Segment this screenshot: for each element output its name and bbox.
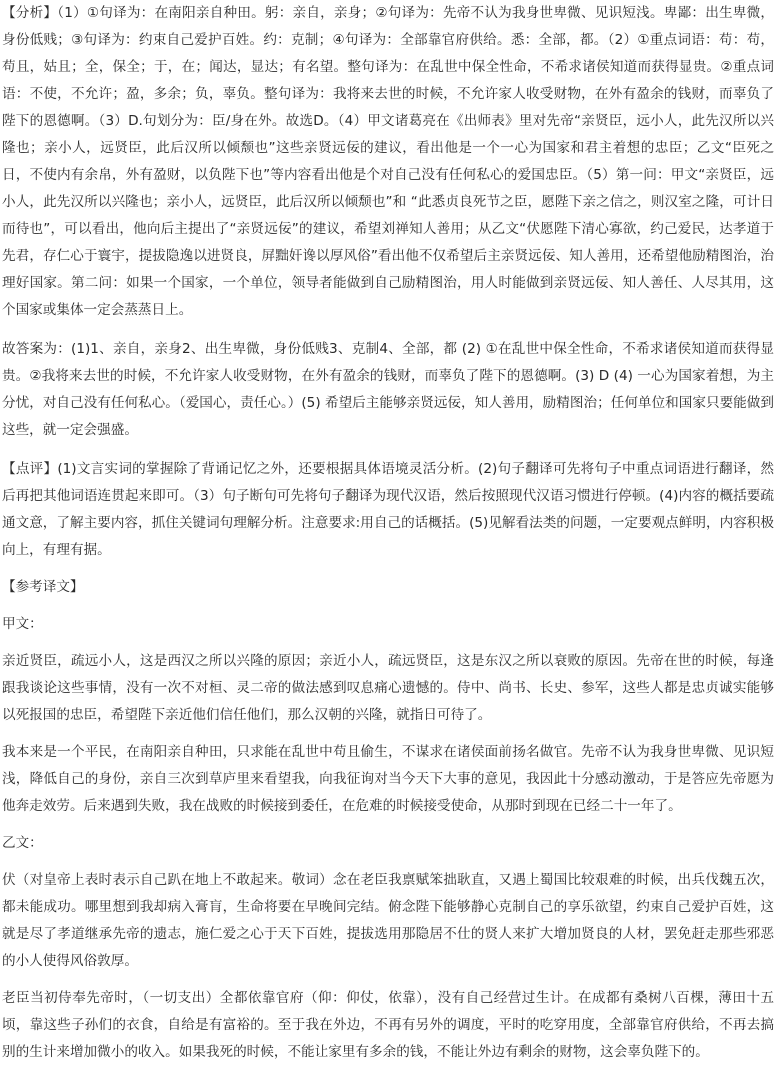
translation-heading: 【参考译文】 (2, 579, 84, 595)
spacer (2, 601, 774, 611)
passage-jia-label: 甲文： (2, 616, 43, 632)
spacer (2, 729, 774, 739)
passage-yi-label: 乙文： (2, 835, 43, 851)
spacer (2, 324, 774, 336)
spacer (2, 857, 774, 867)
passage-jia-paragraph-2: 我本来是一个平民，在南阳亲自种田，只求能在乱世中苟且偷生，不谋求在诸侯面前扬名做官。先帝不认为我身世卑微、见识短浅，降低自己的身份，亲自三次到草庐里来看望我，向我征询对当今天下大事的意见，我因此十分感动激动，于是答应先帝愿为他奔走效劳。后来遇到失败，我在战败的时候接到委任，在危难的时候接受使命，从那时到现在已经二十一年了。 (2, 744, 774, 814)
passage-jia-paragraph-1: 亲近贤臣，疏远小人，这是西汉之所以兴隆的原因；亲近小人，疏远贤臣，这是东汉之所以衰败的原因。先帝在世的时候，每逢跟我谈论这些事情，没有一次不对桓、灵二帝的做法感到叹息痛心遗憾的。侍中、尚书、长史、参军，这些人都是忠贞诚实能够以死报国的忠臣，希望陛下亲近他们信任他们，那么汉朝的兴隆，就指日可待了。 (2, 653, 774, 723)
spacer (2, 564, 774, 574)
document-content (2, 0, 774, 1066)
spacer (2, 638, 774, 648)
spacer (2, 975, 774, 985)
spacer (2, 820, 774, 830)
spacer (2, 444, 774, 456)
answer-paragraph: 故答案为：(1)1、亲自，亲身2、出生卑微，身份低贱3、克制4、全部，都 (2) ①在乱世中保全性命，不希求诸侯知道而获得显贵。②我将来去世的时候，不允许家人收受财物，在外有盈余的钱财，而辜负了陛下的恩德啊。(3) D (4) 一心为国家着想，为主分忧，对自己没有任何私心。（爱国心，责任心。）(5) 希望后主能够亲贤远佞，知人善用，励精图治；任何单位和国家只要能做到这些，就一定会强盛。 (2, 341, 774, 438)
comment-paragraph: 【点评】(1)文言实词的掌握除了背诵记忆之外，还要根据具体语境灵活分析。(2)句子翻译可先将句子中重点词语进行翻译，然后再把其他词语连贯起来即可。（3）句子断句可先将句子翻译为现代汉语，然后按照现代汉语习惯进行停顿。(4)内容的概括要疏通文意，了解主要内容，抓住关键词句理解分析。注意要求:用自己的话概括。(5)见解看法类的问题，一定要观点鲜明，内容积极向上，有理有据。 (2, 461, 774, 558)
passage-yi-paragraph-2: 老臣当初侍奉先帝时，（一切支出）全都依靠官府（仰：仰仗，依靠），没有自己经营过生计。在成都有桑树八百棵，薄田十五顷，靠这些子孙们的衣食，自给是有富裕的。至于我在外边，不再有另外的调度，平时的吃穿用度，全部靠官府供给，不再去搞别的生计来增加微小的收入。如果我死的时候，不能让家里有多余的钱，不能让外边有剩余的财物，这会辜负陛下的。 (2, 990, 774, 1060)
analysis-paragraph: 【分析】（1）①句译为：在南阳亲自种田。躬：亲自，亲身；②句译为：先帝不认为我身世卑微、见识短浅。卑鄙：出生卑微，身份低贱；③句译为：约束自己爱护百姓。约：克制；④句译为：全部靠官府供给。悉：全部，都。（2）①重点词语：苟：苟，苟且，姑且；全，保全；于，在；闻达，显达；有名望。整句译为：在乱世中保全性命，不希求诸侯知道而获得显贵。②重点词语：不使，不允许；盈，多余；负，辜负。整句译为：我将来去世的时候，不允许家人收受财物，在外有盈余的钱财，而辜负了陛下的恩德啊。（3）D.句划分为：臣/身在外。故选D。（4）甲文诸葛亮在《出师表》里对先帝“亲贤臣，远小人，此先汉所以兴隆也；亲小人，远贤臣，此后汉所以倾颓也”这些亲贤远佞的建议，看出他是一个一心为国家和君主着想的忠臣；乙文“臣死之日，不使内有余帛，外有盈财，以负陛下也”等内容看出他是个对自己没有任何私心的爱国忠臣。（5）第一问：甲文“亲贤臣，远小人，此先汉所以兴隆也；亲小人，远贤臣，此后汉所以倾颓也”和 “此悉贞良死节之臣，愿陛下亲之信之，则汉室之隆，可计日而待也”，可以看出，他向后主提出了“亲贤远佞”的建议，希望刘禅知人善用；从乙文“伏愿陛下清心寡欲，约己爱民，达孝道于先君，存仁心于寰宇，提拔隐逸以进贤良，屏黜奸谗以厚风俗”看出他不仅希望后主亲贤远佞、知人善用，还希望他励精图治，治理好国家。第二问：如果一个国家，一个单位，领导者能做到自己励精图治，用人时能做到亲贤远佞、知人善任、人尽其用，这个国家或集体一定会蒸蒸日上。 (2, 5, 774, 318)
passage-yi-paragraph-1: 伏（对皇帝上表时表示自己趴在地上不敢起来。敬词）念在老臣我禀赋笨拙耿直，又遇上蜀国比较艰难的时候，出兵伐魏五次，都未能成功。哪里想到我却病入膏肓，生命将要在早晚间完结。俯念陛下能够静心克制自己的享乐欲望，约束自己爱护百姓，这就是尽了孝道继承先帝的遗志，施仁爱之心于天下百姓，提拔选用那隐居不仕的贤人来扩大增加贤良的人材，罢免赶走那些邪恶的小人使得风俗敦厚。 (2, 872, 774, 969)
